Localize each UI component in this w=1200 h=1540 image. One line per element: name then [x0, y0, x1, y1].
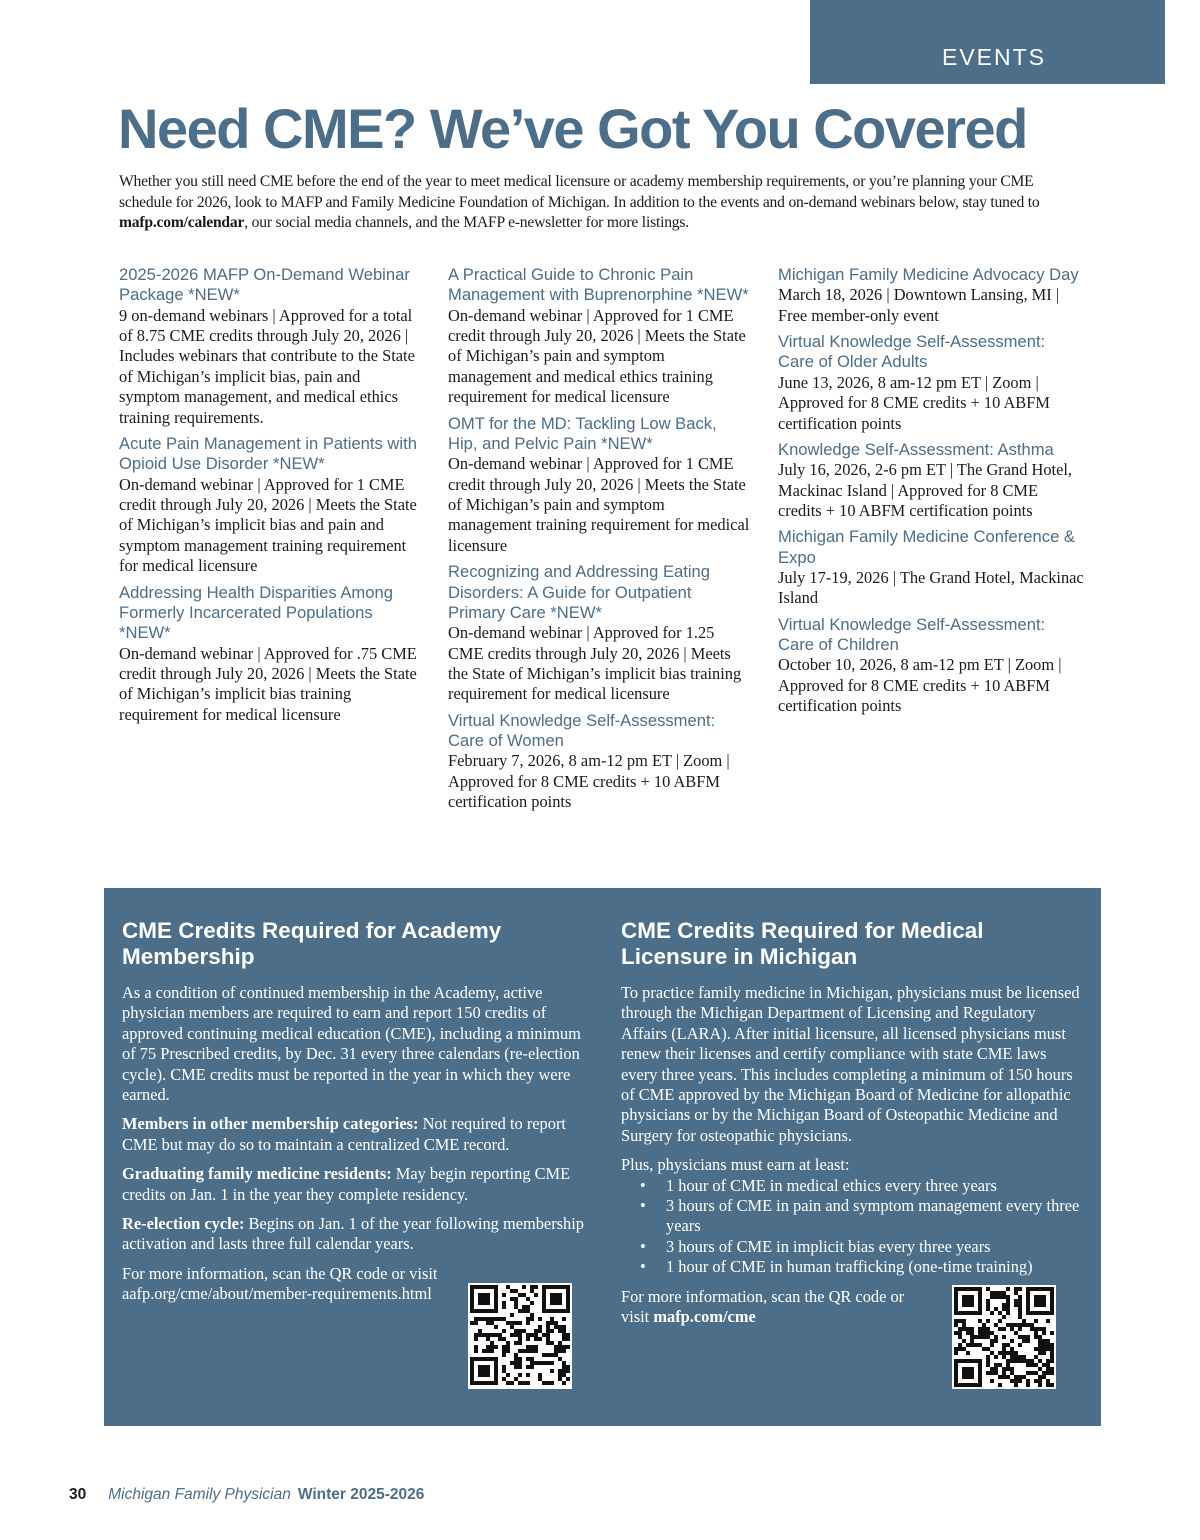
membership-item — [122, 1214, 592, 1255]
event-title: OMT for the MD: Tackling Low Back, Hip, and Pelvic Pain *NEW* — [448, 413, 717, 453]
event-item — [778, 615, 1084, 717]
licensure-bullet: • 1 hour of CME in medical ethics every three years — [666, 1176, 1083, 1196]
mafp-cme-link[interactable]: mafp.com/cme — [653, 1307, 756, 1327]
licensure-bullet: • 1 hour of CME in human trafficking (one-time training) — [666, 1257, 1083, 1277]
licensure-more-info — [621, 1287, 921, 1328]
membership-requirements — [122, 918, 592, 1314]
aafp-link[interactable]: aafp.org/cme/about/member-requirements.html — [122, 1284, 432, 1304]
section-tab-label: EVENTS — [942, 44, 1047, 70]
events-column-1 — [119, 265, 421, 731]
licensure-intro: To practice family medicine in Michigan, physicians must be licensed through the Michigan Department of Licensing and Regulatory Affairs (LARA). After initial licensure, all licensed physicians must renew their licenses and certify compliance with state CME laws every three years. This includes completing a minimum of 150 hours of CME approved by the Michigan Board of Medicine for allopathic physicians or by the Michigan Board of Osteopathic Medicine and Surgery for osteopathic physicians. — [621, 983, 1080, 1145]
event-title: 2025-2026 MAFP On-Demand Webinar Package *NEW* — [119, 265, 410, 305]
page-headline: Need CME? We’ve Got You Covered — [118, 97, 1027, 160]
event-title: Virtual Knowledge Self-Assessment: Care of Women — [448, 710, 716, 751]
issue-label: Winter 2025-2026 — [297, 1486, 425, 1503]
event-title: Virtual Knowledge Self-Assessment: Care of Older Adults — [778, 332, 1046, 372]
page-number: 30 — [69, 1486, 87, 1503]
event-description: March 18, 2026 | Downtown Lansing, MI | Free member-only event — [778, 285, 1060, 325]
aafp-qr-code[interactable] — [468, 1283, 572, 1389]
event-item — [119, 434, 421, 577]
event-title: Virtual Knowledge Self-Assessment: Care of Children — [778, 614, 1046, 655]
event-title: Michigan Family Medicine Conference & Expo — [778, 527, 1075, 567]
section-tab — [810, 0, 1165, 84]
licensure-more-info-text: For more information, scan the QR code or visit — [621, 1286, 905, 1327]
event-title: Addressing Health Disparities Among Formerly Incarcerated Populations *NEW* — [119, 582, 393, 643]
intro-text: Whether you still need CME before the end of the year to meet medical licensure or academy membership requirements, or you’re planning your CME schedule for 2026, look to MAFP and Family Medicine Foundation of Michigan. In addition to the events and on-demand webinars below, stay tuned to — [119, 173, 1040, 211]
membership-item — [122, 1164, 592, 1205]
membership-item-label: Graduating family medicine residents: — [122, 1164, 392, 1184]
event-item — [119, 265, 421, 428]
publication-name: Michigan Family Physician — [108, 1486, 291, 1503]
event-item — [448, 711, 750, 813]
event-description: On-demand webinar | Approved for 1.25 CME credits through July 20, 2026 | Meets the State of Michigan’s implicit bias training requirement for medical licensure — [448, 623, 742, 704]
membership-heading: CME Credits Required for Academy Membership — [122, 918, 502, 969]
licensure-bullet: • 3 hours of CME in pain and symptom management every three years — [666, 1196, 1083, 1237]
event-description: February 7, 2026, 8 am-12 pm ET | Zoom | Approved for 8 CME credits + 10 ABFM certification points — [448, 751, 730, 812]
intro-text-end: , our social media channels, and the MAFP e-newsletter for more listings. — [244, 214, 689, 231]
qr-code-icon — [952, 1285, 1056, 1389]
licensure-heading: CME Credits Required for Medical Licensure in Michigan — [621, 918, 984, 969]
event-title: Knowledge Self-Assessment: Asthma — [778, 439, 1054, 459]
event-title: Recognizing and Addressing Eating Disorders: A Guide for Outpatient Primary Care *NEW* — [448, 562, 710, 622]
qr-code-icon — [468, 1283, 572, 1389]
event-description: 9 on-demand webinars | Approved for a total of 8.75 CME credits through July 20, 2026 | Includes webinars that contribute to the State of Michigan’s implicit bias, pain and symptom management, and medical ethics training requirements. — [119, 305, 415, 427]
licensure-bullet: • 3 hours of CME in implicit bias every three years — [666, 1237, 1083, 1257]
page-footer — [69, 1486, 424, 1504]
event-item — [448, 265, 750, 408]
mafp-qr-code[interactable] — [952, 1285, 1056, 1389]
event-description: On-demand webinar | Approved for 1 CME credit through July 20, 2026 | Meets the State of Michigan’s pain and symptom management training requirement for medical licensure — [448, 454, 750, 555]
event-title: Acute Pain Management in Patients with Opioid Use Disorder *NEW* — [119, 434, 417, 474]
licensure-bullet-list — [621, 1176, 1083, 1278]
event-item — [448, 562, 750, 705]
event-item — [119, 583, 421, 726]
event-description: On-demand webinar | Approved for 1 CME credit through July 20, 2026 | Meets the State of Michigan’s implicit bias and pain and symptom management training requirement for medical licensure — [119, 474, 417, 576]
event-item — [778, 440, 1084, 522]
calendar-link[interactable]: mafp.com/calendar — [119, 214, 245, 231]
cme-requirements-box — [104, 888, 1101, 1426]
membership-intro: As a condition of continued membership in the Academy, active physician members are required to earn and report 150 credits of approved continuing medical education (CME), including a minimum of 75 Prescribed credits, by Dec. 31 every three calendars (re-election cycle). CME credits must be reported in the year in which they were earned. — [122, 983, 581, 1105]
licensure-requirements — [621, 918, 1083, 1337]
events-column-3 — [778, 265, 1084, 723]
membership-item — [122, 1114, 592, 1155]
event-description: October 10, 2026, 8 am-12 pm ET | Zoom | Approved for 8 CME credits + 10 ABFM certification points — [778, 655, 1062, 716]
event-item — [778, 527, 1084, 608]
event-title: A Practical Guide to Chronic Pain Management with Buprenorphine *NEW* — [448, 265, 749, 305]
membership-more-info-text: For more information, scan the QR code or visit — [122, 1263, 438, 1283]
membership-item-text: May begin reporting CME credits on Jan. 1 in the year they complete residency. — [122, 1164, 571, 1204]
event-description: On-demand webinar | Approved for 1 CME credit through July 20, 2026 | Meets the State of Michigan’s pain and symptom management and medical ethics training requirement for medical licensure — [448, 305, 746, 407]
membership-item-text: Begins on Jan. 1 of the year following membership activation and lasts three full calendar years. — [122, 1214, 584, 1254]
licensure-plus: Plus, physicians must earn at least: — [621, 1155, 850, 1175]
events-column-2 — [448, 265, 750, 819]
event-description: June 13, 2026, 8 am-12 pm ET | Zoom | Approved for 8 CME credits + 10 ABFM certification points — [778, 372, 1050, 433]
event-item — [778, 332, 1084, 434]
event-description: On-demand webinar | Approved for .75 CME credit through July 20, 2026 | Meets the State of Michigan’s implicit bias training requirement for medical licensure — [119, 643, 417, 724]
event-item — [448, 414, 750, 557]
event-title: Michigan Family Medicine Advocacy Day — [778, 265, 1079, 284]
membership-item-label: Members in other membership categories: — [122, 1114, 419, 1134]
event-description: July 17-19, 2026 | The Grand Hotel, Mackinac Island — [778, 568, 1084, 608]
event-item — [778, 265, 1084, 326]
event-description: July 16, 2026, 2-6 pm ET | The Grand Hotel, Mackinac Island | Approved for 8 CME credits + 10 ABFM certification points — [778, 460, 1073, 521]
membership-item-label: Re-election cycle: — [122, 1214, 245, 1234]
intro-paragraph — [119, 172, 1079, 234]
membership-item-text: Not required to report CME but may do so to maintain a centralized CME record. — [122, 1114, 566, 1154]
